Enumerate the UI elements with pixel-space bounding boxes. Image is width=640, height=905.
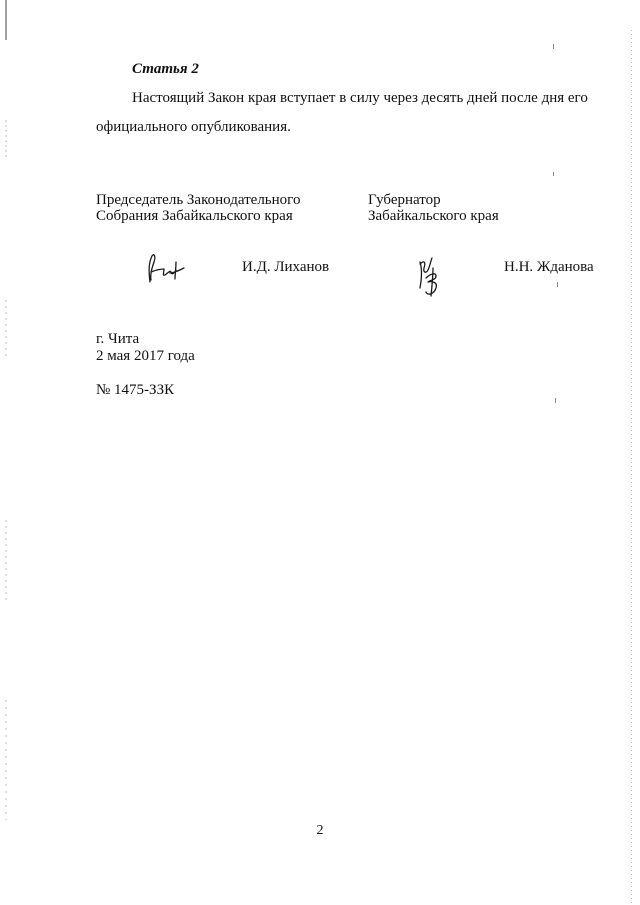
law-number: № 1475-ЗЗК (96, 382, 175, 398)
right-signatory-name: Н.Н. Жданова (504, 259, 594, 275)
article-heading: Статья 2 (132, 61, 199, 77)
right-handwritten-signature (414, 256, 444, 298)
scan-speck (553, 44, 554, 49)
left-signatory-title-line-1: Председатель Законодательного (96, 192, 301, 208)
right-signatory-title-line-1: Губернатор (368, 192, 441, 208)
scan-edge-left (5, 0, 7, 905)
page-number: 2 (316, 823, 324, 838)
scan-speck (557, 282, 558, 287)
left-signatory-name: И.Д. Лиханов (242, 259, 330, 275)
article-paragraph-line-1: Настоящий Закон края вступает в силу через десять дней после дня его (132, 90, 588, 106)
scan-speck (553, 172, 554, 176)
scan-edge-right (630, 0, 633, 905)
signing-date: 2 мая 2017 года (96, 348, 195, 364)
scan-speck (555, 398, 556, 403)
article-paragraph-line-2: официального опубликования. (96, 119, 291, 135)
right-signatory-title-line-2: Забайкальского края (368, 208, 499, 224)
left-handwritten-signature (140, 252, 186, 286)
left-signatory-title-line-2: Собрания Забайкальского края (96, 208, 293, 224)
signing-place: г. Чита (96, 331, 140, 347)
